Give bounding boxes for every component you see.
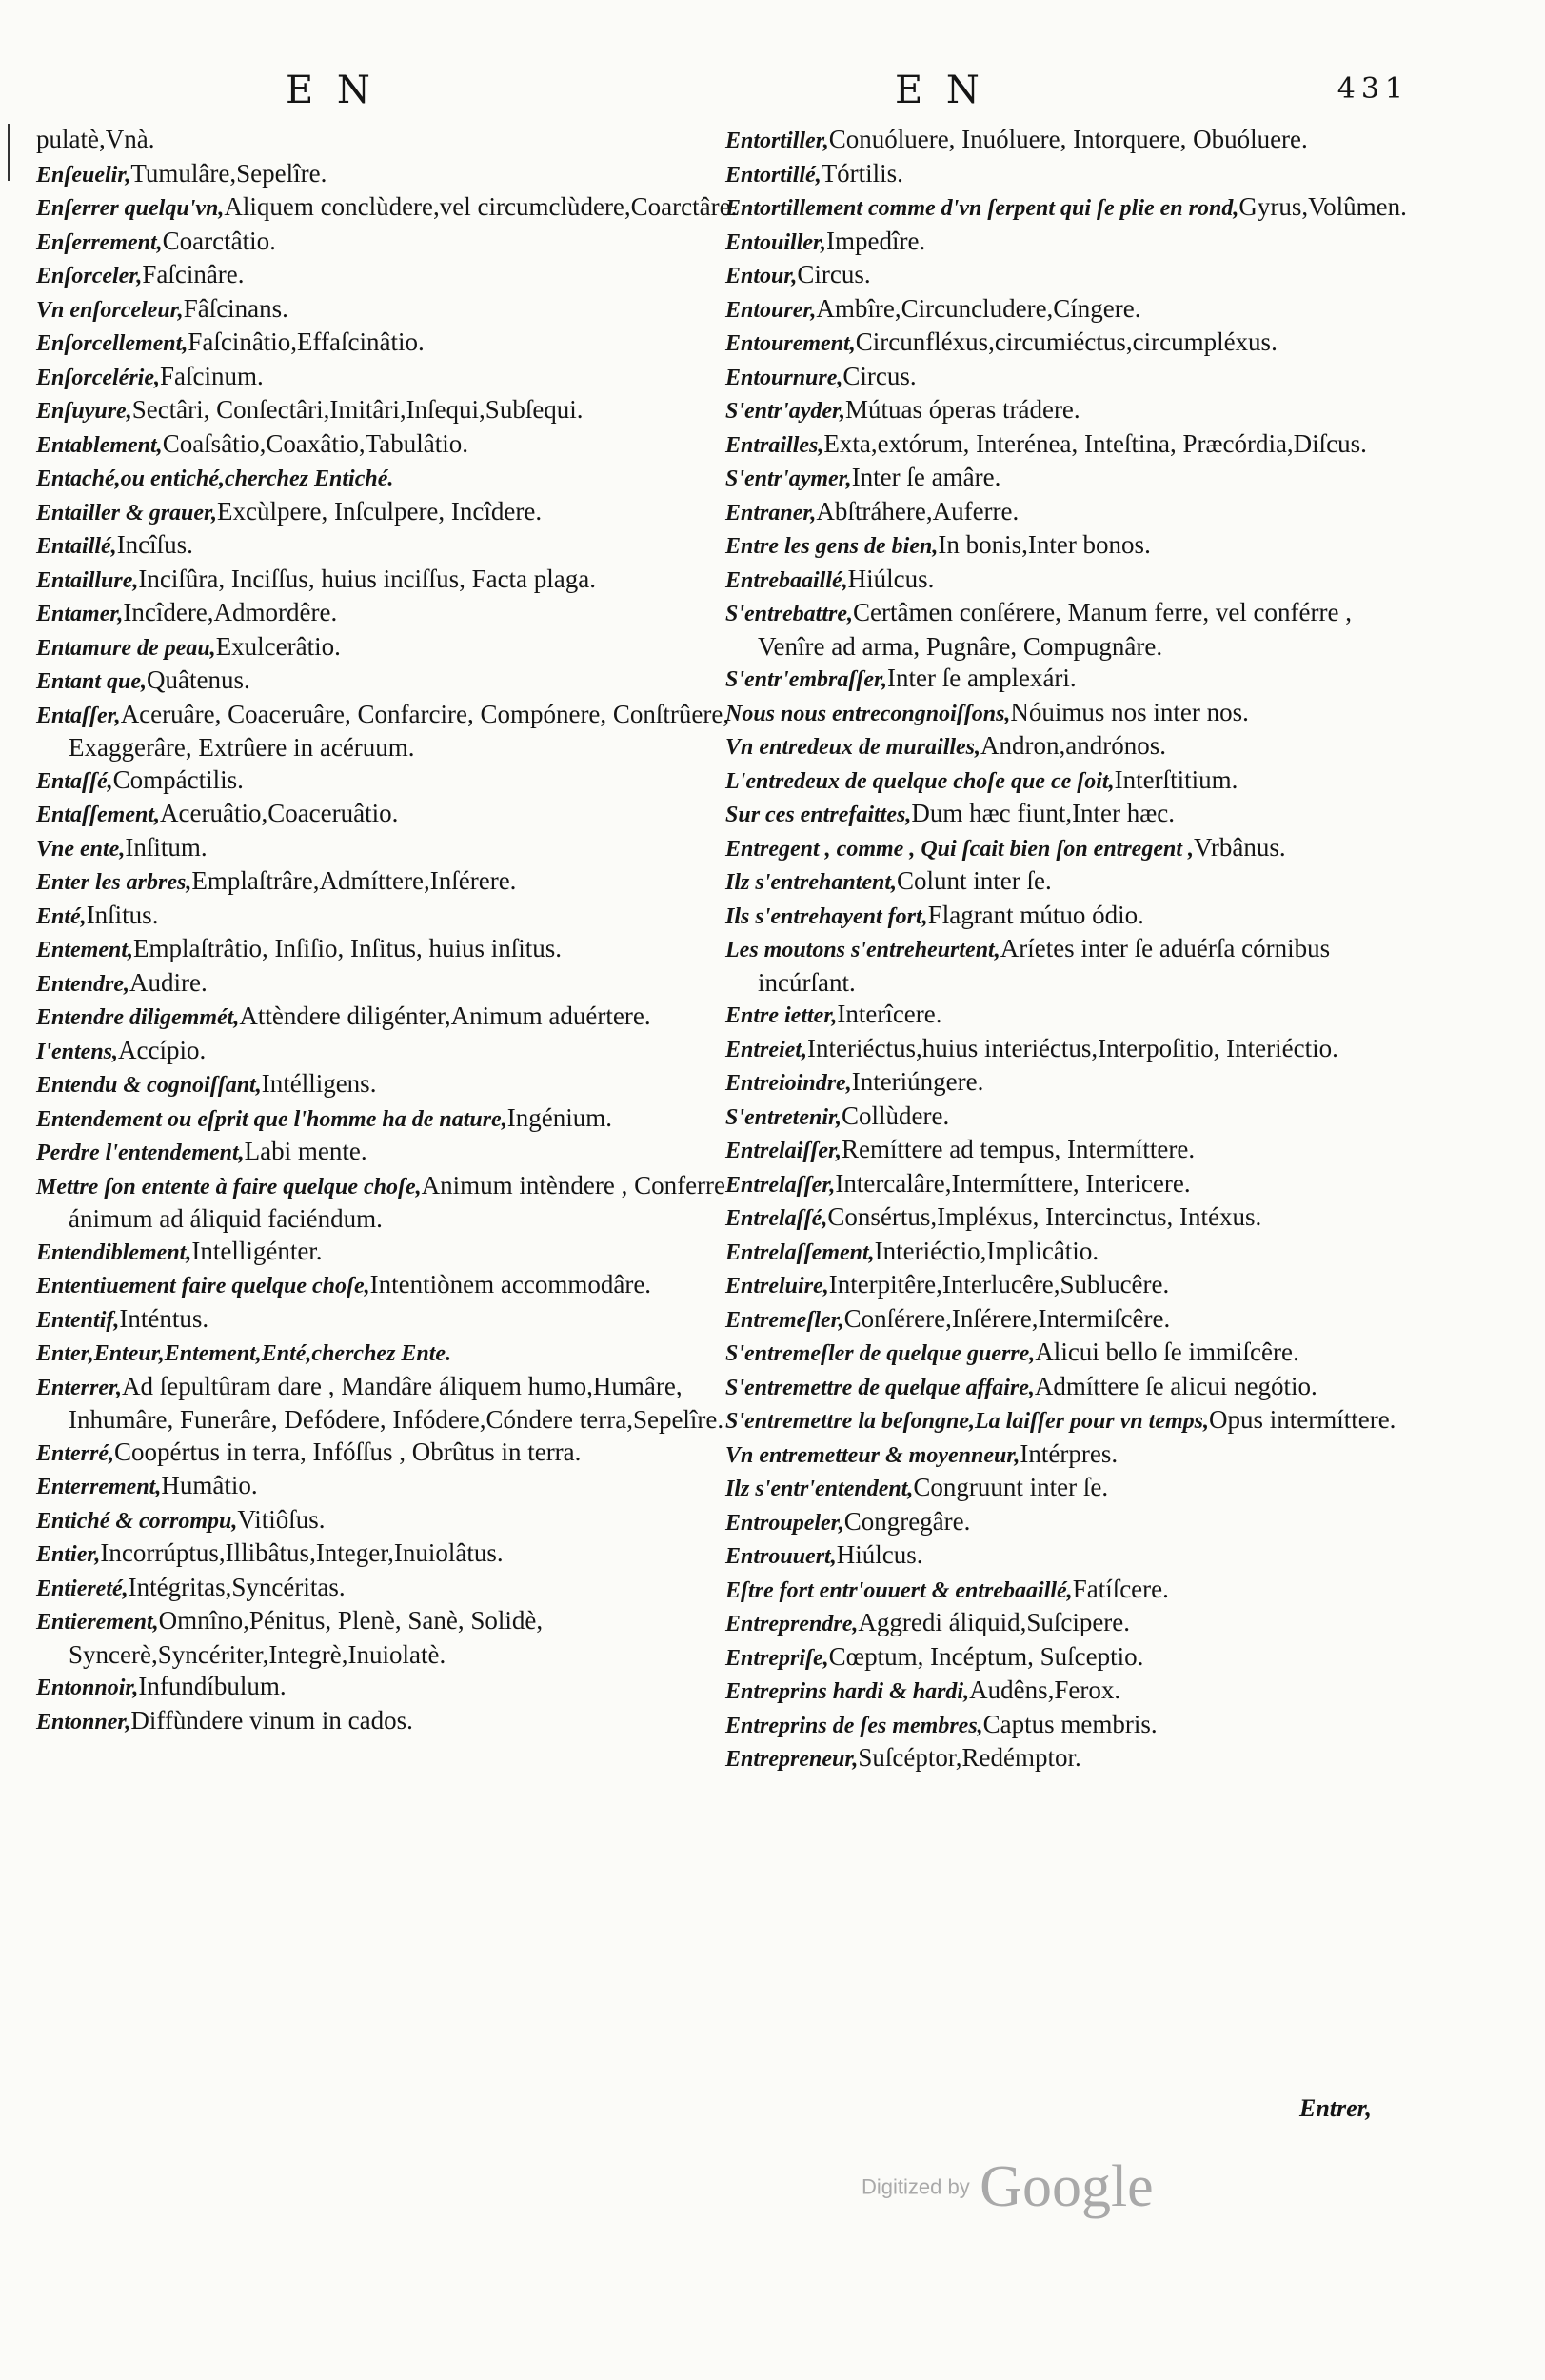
entry-translation: Faſcinâtio,Effaſcinâtio. [188,327,425,356]
dictionary-entry [36,699,741,764]
entry-headword: S'entremettre de quelque affaire, [725,1375,1035,1400]
dictionary-entry [36,394,741,428]
entry-translation: Vitiôſus. [237,1504,326,1534]
dictionary-entry [725,1236,1411,1270]
entry-translation: Colunt inter ſe. [897,866,1052,895]
entry-headword: Entamer, [36,602,124,626]
dictionary-entry [725,832,1411,866]
dictionary-entry [36,764,741,799]
dictionary-entry [36,900,741,934]
entry-headword: Enſeuelir, [36,162,131,188]
dictionary-entry [725,1033,1411,1067]
entry-translation: Inciſûra, Inciſſus, huius inciſſus, Facta plaga. [138,564,597,593]
dictionary-entry [725,1675,1411,1709]
entry-translation: Coarctâtio. [162,226,276,255]
entry-translation: Compáctilis. [112,764,244,794]
entry-headword: Entortiller, [725,129,829,153]
dictionary-entry [36,933,741,967]
page-number: 431 [1337,72,1409,106]
entry-headword: Entrelaſſé, [725,1206,828,1231]
dictionary-entry [725,1168,1411,1202]
dictionary-entry [725,1709,1411,1743]
dictionary-entry [725,394,1411,428]
dictionary-entry [725,226,1411,260]
entry-headword: Les moutons s'entreheurtent, [725,938,1000,962]
entry-translation: Exulcerâtio. [215,631,341,661]
entry-headword: L'entredeux de quelque choſe que ce ſoit, [725,768,1115,794]
entry-headword: Entregent , comme , Qui ſcait bien ſon entregent , [725,836,1194,862]
entry-translation: Infundíbulum. [138,1672,287,1700]
dictionary-entry [725,158,1411,192]
entry-headword: Entonnoir, [36,1676,139,1700]
entry-translation: Incîdere,Admordêre. [123,598,338,626]
watermark-brand: Google [980,2154,1154,2219]
dictionary-entry [725,1641,1411,1676]
right-column [725,124,1411,1776]
dictionary-entry [36,597,741,631]
entry-headword: Entaſſé, [36,768,113,794]
entry-headword: Entamure de peau, [36,635,216,661]
dictionary-entry [36,529,741,564]
entry-headword: Enter les arbres, [36,870,192,895]
dictionary-entry [36,865,741,900]
left-margin-rule [8,124,10,181]
entry-translation: Ambîre,Circuncludere,Cíngere. [816,293,1141,323]
entry-translation: Faſcinum. [159,361,264,390]
entry-translation: Hiúlcus. [836,1540,923,1569]
dictionary-entry [725,191,1411,226]
entry-translation: Flagrant mútuo ódio. [927,900,1144,929]
dictionary-entry [36,124,741,158]
dictionary-entry [36,327,741,361]
dictionary-entry [725,764,1411,799]
entry-headword: Perdre l'entendement, [36,1140,245,1165]
entry-headword: Entremeſler, [725,1307,844,1333]
dictionary-entry [36,1136,741,1170]
dictionary-entry [725,1066,1411,1101]
entry-translation: Impedîre. [826,226,926,255]
entry-translation: Attèndere diligénter,Animum aduértere. [239,1002,651,1030]
header-right-letters: E N [895,69,985,112]
entry-headword: Entrepreneur, [725,1747,859,1772]
entry-headword: Enterré, [36,1440,115,1466]
digitized-watermark [862,2153,1154,2221]
entry-translation: Ad ſepultûram dare , Mandâre áliquem humo,Humâre, Inhumâre, Funerâre, Defódere, Infódere,Cóndere terra,Sepelîre. [69,1371,724,1434]
dictionary-entry [725,564,1411,598]
entry-headword: Entiereté, [36,1576,129,1601]
entry-headword: Entement, [36,938,134,962]
catchword: Entrer, [1299,2094,1372,2122]
dictionary-entry [36,1035,741,1069]
entry-translation: Inſitum. [125,832,208,862]
watermark-prefix: Digitized by [862,2174,970,2199]
dictionary-entry [36,967,741,1002]
entry-translation: Vrbânus. [1194,832,1286,862]
entry-headword: Entrebaaillé, [725,567,848,593]
entry-translation: Sectâri, Conſectâri,Imitâri,Inſequi,Subſequi. [131,395,584,424]
dictionary-entry [36,1437,741,1471]
entry-headword: Entrelaiſſer, [725,1139,842,1163]
dictionary-entry [725,124,1411,158]
dictionary-entry [725,1201,1411,1236]
entry-headword: Entendement ou eſprit que l'homme ha de nature, [36,1106,507,1132]
dictionary-entry [36,1671,741,1705]
entry-headword: Entrepriſe, [725,1645,829,1671]
entry-translation: Intélligens. [261,1069,377,1098]
entry-headword: Enſorcellement, [36,331,188,356]
entry-translation: Opus intermíttere. [1208,1405,1396,1434]
entry-translation: Audêns,Ferox. [969,1676,1121,1704]
dictionary-entry [725,597,1411,663]
dictionary-entry [725,1371,1411,1405]
entry-headword: Sur ces entrefaittes, [725,803,912,827]
entry-headword: Entournure, [725,365,843,390]
entry-headword: Entaſſer, [36,703,121,728]
entry-translation: Inter ſe amplexári. [887,664,1077,692]
dictionary-entry [725,798,1411,832]
entry-translation: Interiéctus,huius interiéctus,Interpoſitio, Interiéctio. [807,1033,1338,1062]
entry-headword: S'entrebattre, [725,602,854,626]
entry-headword: S'entr'aymer, [725,466,852,491]
dictionary-entry [36,1605,741,1671]
entry-headword: Entreiet, [725,1037,808,1062]
entry-translation: Circus. [797,260,871,288]
dictionary-entry [36,1337,741,1371]
entry-translation: Inſitus. [86,900,159,929]
entry-headword: Ententiuement faire quelque choſe, [36,1274,370,1299]
entry-headword: S'entremettre la beſongne,La laiſſer pour vn temps, [725,1409,1209,1434]
entry-translation: Intelligénter. [191,1236,323,1265]
dictionary-entry [725,1269,1411,1303]
dictionary-entry [36,1371,741,1437]
entry-translation: Conſérere,Inſérere,Intermiſcêre. [843,1303,1171,1333]
entry-headword: Enſorcelérie, [36,365,160,390]
dictionary-entry [725,1404,1411,1438]
dictionary-entry [725,1506,1411,1540]
dictionary-entry [36,361,741,395]
entry-headword: Entreioindre, [725,1071,852,1096]
entry-headword: Entroupeler, [725,1510,844,1536]
entry-headword: Entouiller, [725,229,827,255]
entry-translation: Tórtilis. [821,158,903,188]
entry-headword: Entier, [36,1542,101,1567]
entry-headword: I'entens, [36,1039,119,1064]
entry-headword: Entreprins hardi & hardi, [725,1679,970,1704]
entry-headword: S'entr'embraſſer, [725,667,888,692]
entry-translation: Intercalâre,Intermíttere, Intericere. [835,1168,1191,1198]
entry-headword: Enterrement, [36,1475,162,1499]
dictionary-entry [36,1269,741,1303]
entry-translation: Nóuimus nos inter nos. [1010,697,1249,726]
entry-headword: Entraner, [725,500,817,526]
entry-headword: Entrelaſſer, [725,1172,836,1198]
entry-translation: Abſtráhere,Auferre. [816,496,1020,526]
entry-headword: Entreprins de ſes membres, [725,1713,983,1738]
entry-translation: Aliquem conclùdere,vel circumclùdere,Coarctâre. [224,192,738,221]
dictionary-entry [725,361,1411,395]
entry-translation: Intentiònem accommodâre. [369,1270,652,1299]
entry-translation: Animum intèndere , Conferre ánimum ad áliquid faciéndum. [69,1170,726,1233]
entry-translation: Circunfléxus,circumiéctus,circumpléxus. [855,327,1278,356]
dictionary-entry [36,1068,741,1102]
dictionary-entry [36,462,741,496]
dictionary-entry [725,1438,1411,1473]
entry-headword: Entrouuert, [725,1544,837,1569]
dictionary-entry [725,999,1411,1033]
entry-translation: Interſtitium. [1114,764,1238,794]
entry-translation: Omnîno,Pénitus, Plenè, Sanè, Solidè, Syncerè,Syncériter,Integrè,Inuiolatè. [69,1606,544,1669]
dictionary-entry [725,730,1411,764]
entry-headword: Enſerrer quelqu'vn, [36,196,225,221]
dictionary-entry [36,1705,741,1739]
dictionary-entry [36,664,741,699]
entry-translation: Audire. [129,967,208,997]
entry-headword: Entendu & cognoiſſant, [36,1073,262,1098]
dictionary-entry [725,1574,1411,1608]
entry-translation: Intérpres. [1020,1438,1119,1468]
entry-headword: Enterrer, [36,1375,123,1400]
entry-headword: Entourer, [725,297,817,323]
dictionary-entry [725,1101,1411,1135]
entry-translation: Emplaſtrâre,Admíttere,Inſérere. [191,866,517,895]
entry-headword: Entrelaſſement, [725,1240,875,1265]
entry-translation: Accípio. [118,1035,207,1064]
entry-headword: Entierement, [36,1610,159,1635]
entry-translation: Congregâre. [843,1506,971,1536]
entry-translation: Coopértus in terra, Infóſſus , Obrûtus in terra. [114,1437,582,1466]
entry-translation: pulatè,Vnà. [36,125,155,153]
dictionary-entry [725,293,1411,327]
entry-headword: Entortillement comme d'vn ſerpent qui ſe plie en rond, [725,196,1239,221]
dictionary-entry [725,865,1411,900]
entry-headword: S'entretenir, [725,1104,842,1130]
entry-headword: Entailler & grauer, [36,500,218,526]
dictionary-entry [36,832,741,866]
entry-translation: Andron,andrónos. [980,731,1167,760]
entry-headword: Entonner, [36,1709,131,1735]
entry-headword: Entaillé, [36,534,117,559]
entry-translation: Interpitêre,Interlucêre,Sublucêre. [828,1270,1170,1299]
entry-translation: Fâſcinans. [183,293,288,323]
entry-translation: Fatíſcere. [1072,1574,1169,1603]
entry-headword: Entreluire, [725,1274,829,1299]
entry-translation: Interiúngere. [851,1067,984,1096]
dictionary-entry [36,496,741,530]
dictionary-entry [36,1001,741,1035]
dictionary-entry [725,1303,1411,1338]
entry-headword: Entre les gens de bien, [725,534,939,559]
entry-translation: Certâmen conſérere, Manum ferre, vel conférre , Venîre ad arma, Pugnâre, Compugnâre. [758,598,1352,661]
entry-translation: Emplaſtrâtio, Inſiſio, Inſitus, huius inſitus. [133,934,562,962]
dictionary-entry [36,798,741,832]
entry-translation: Quâtenus. [147,665,250,694]
dictionary-entry [36,1236,741,1270]
dictionary-entry [725,933,1411,999]
entry-translation: Suſcéptor,Redémptor. [858,1743,1081,1772]
dictionary-entry [36,259,741,293]
entry-translation: Faſcinâre. [142,260,245,288]
dictionary-entry [725,697,1411,731]
entry-headword: S'entr'ayder, [725,399,846,424]
entry-translation: Mútuas óperas trádere. [845,395,1080,424]
entry-headword: Entour, [725,264,798,288]
dictionary-entry [725,1742,1411,1776]
dictionary-entry [725,259,1411,293]
entry-translation: Incorrúptus,Illibâtus,Integer,Inuiolâtus. [100,1538,504,1567]
entry-translation: In bonis,Inter bonos. [938,530,1151,559]
dictionary-entry [36,1170,741,1236]
entry-headword: Entaſſement, [36,803,160,827]
dictionary-entry [36,1303,741,1338]
entry-headword: Mettre ſon entente à faire quelque choſe, [36,1174,422,1200]
entry-translation: Exta,extórum, Interénea, Inteſtina, Præcórdia,Diſcus. [823,428,1367,458]
dictionary-entry [36,293,741,327]
entry-translation: Collùdere. [842,1101,950,1130]
entry-headword: Entiché & corrompu, [36,1508,238,1534]
dictionary-entry [725,496,1411,530]
entry-headword: Vn enſorceleur, [36,297,184,323]
entry-translation: Admíttere ſe alicui negótio. [1034,1371,1317,1400]
entry-headword: Ententif, [36,1307,120,1333]
entry-translation: Consértus,Impléxus, Intercinctus, Intéxus. [827,1202,1262,1231]
entry-headword: Enté, [36,903,87,929]
entry-translation: Alicui bello ſe immiſcêre. [1035,1338,1299,1366]
running-header [286,59,1409,116]
entry-headword: Entablement, [36,432,163,458]
dictionary-entry [725,900,1411,934]
dictionary-entry [725,1607,1411,1641]
entry-headword: Ils s'entrehayent fort, [725,903,928,929]
entry-translation: Remíttere ad tempus, Intermíttere. [842,1135,1196,1163]
entry-translation: Hiúlcus. [847,564,935,593]
entry-headword: Vn entredeux de murailles, [725,735,981,760]
entry-headword: S'entremeſler de quelque guerre, [725,1341,1036,1366]
entry-headword: Entaillure, [36,567,139,593]
dictionary-entry [36,1504,741,1538]
entry-headword: Enſerrement, [36,229,163,255]
entry-translation: Interîcere. [837,1000,942,1028]
entry-headword: Vn entremetteur & moyenneur, [725,1442,1020,1468]
entry-translation: Aggredi áliquid,Suſcipere. [858,1608,1131,1636]
entry-headword: Nous nous entrecongnoiſſons, [725,701,1011,726]
dictionary-entry [725,529,1411,564]
entry-translation: Gyrus,Volûmen. [1238,192,1407,221]
entry-translation: Cœptum, Incéptum, Suſceptio. [828,1641,1144,1671]
dictionary-entry [725,327,1411,361]
entry-headword: Ilz s'entr'entendent, [725,1477,914,1501]
dictionary-entry [36,1102,741,1137]
entry-translation: Diffùndere vinum in cados. [130,1705,413,1735]
dictionary-entry [36,158,741,192]
dictionary-entry [725,1539,1411,1574]
entry-headword: Eſtre fort entr'ouuert & entrebaaillé, [725,1577,1073,1603]
entry-translation: Inter ſe amâre. [851,463,1001,491]
dictionary-entry [725,663,1411,697]
entry-translation: Ingénium. [506,1102,612,1132]
entry-headword: Entant que, [36,669,148,694]
entry-headword: Enter,Enteur,Entement,Enté,cherchez Ente. [36,1341,452,1366]
entry-translation: Conuóluere, Inuóluere, Intorquere, Obuóluere. [828,125,1308,153]
entry-translation: Interiéctio,Implicâtio. [874,1236,1099,1265]
dictionary-entry [725,1472,1411,1506]
entry-headword: Vne ente, [36,836,126,862]
dictionary-entry [725,1134,1411,1168]
dictionary-entry [36,1572,741,1606]
entry-headword: Ilz s'entrehantent, [725,870,898,895]
dictionary-entry [36,631,741,665]
entry-headword: Entre ietter, [725,1003,838,1028]
entry-headword: Enſuyure, [36,399,132,424]
entry-translation: Dum hæc fiunt,Inter hæc. [911,799,1176,827]
entry-translation: Intégritas,Syncéritas. [128,1572,346,1601]
entry-translation: Captus membris. [982,1709,1158,1738]
entry-translation: Tumulâre,Sepelîre. [130,158,327,188]
entry-headword: Entourement, [725,331,856,356]
entry-headword: Entaché,ou entiché,cherchez Entiché. [36,466,394,491]
entry-headword: Enſorceler, [36,264,143,288]
entry-translation: Aceruâre, Coaceruâre, Confarcire, Compónere, Conſtrûere, Exaggerâre, Extrûere in acéruum. [69,699,730,762]
dictionary-entry [36,428,741,463]
entry-translation: Inténtus. [119,1303,209,1333]
entry-translation: Coaſsâtio,Coaxâtio,Tabulâtio. [162,428,468,458]
dictionary-entry [725,428,1411,463]
left-column [36,124,741,1738]
entry-headword: Entendre, [36,971,130,997]
header-left-letters: E N [286,69,376,112]
entry-translation: Excùlpere, Inſculpere, Incîdere. [217,496,543,526]
dictionary-entry [36,226,741,260]
entry-headword: Entreprendre, [725,1612,859,1636]
entry-headword: Entendiblement, [36,1240,192,1265]
entry-headword: Entortillé, [725,162,822,188]
entry-translation: Incîſus. [116,530,193,559]
dictionary-entry [36,1470,741,1504]
entry-translation: Circus. [842,361,917,390]
dictionary-entry [36,564,741,598]
entry-translation: Aceruâtio,Coaceruâtio. [160,799,399,827]
dictionary-entry [725,462,1411,496]
dictionary-entry [36,1537,741,1572]
entry-translation: Congruunt inter ſe. [913,1473,1109,1501]
entry-headword: Entendre diligemmét, [36,1005,240,1030]
entry-translation: Humâtio. [161,1471,258,1499]
entry-headword: Entrailles, [725,432,824,458]
dictionary-entry [725,1337,1411,1371]
dictionary-entry [36,191,741,226]
entry-translation: Labi mente. [244,1137,367,1165]
entry-translation: Aríetes inter ſe aduérſa córnibus incúrſant. [758,934,1331,997]
